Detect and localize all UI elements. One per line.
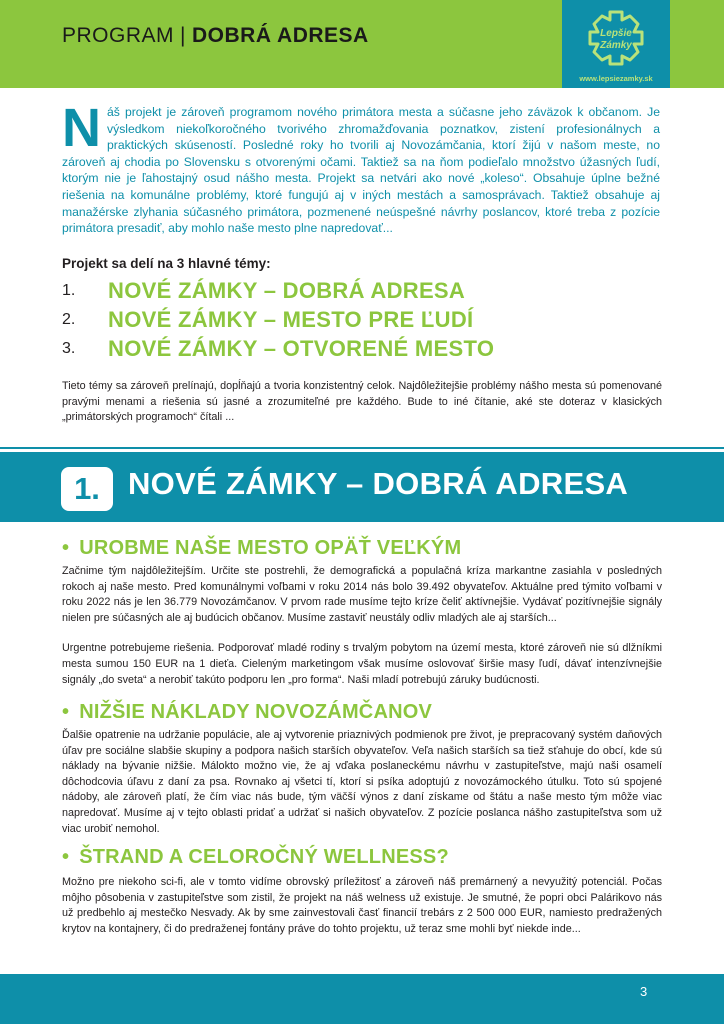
theme-item: [62, 305, 662, 334]
bullet-icon: •: [62, 537, 70, 559]
footer-bar: [0, 974, 724, 1024]
drop-cap: N: [62, 98, 101, 158]
intro-text: áš projekt je zároveň programom nového primátora mesta a súčasne jeho záväzok k občanom. Je výsledkom niekoľkoročného tvorivého zhromažďovania poznatkov, zistení profesionálnych a praktických skúseností. Posledné roky ho tvorili aj Novozámčania, ktorí žijú v našom meste, no zároveň aj chodia po Slovensku s otvorenými očami. Taktiež sa na ňom podieľalo množstvo úžasných ľudí, ktorým nie je ľahostajný osud nášho mesta. Projekt sa netvári ako nové „koleso“. Obsahuje úplne bežné riešenia na komunálne problémy, ktoré fungujú aj v iných mestách a samosprávach. Taktiež obsahuje aj manažérske zlyhania súčasného primátora, pozmenené neúspešné návrhy poslancov, ktoré treba z pozície primátora presadiť, aby mohlo naše mesto plne napredovať...: [62, 105, 660, 236]
section-number-badge: 1.: [61, 467, 113, 511]
theme-title: NOVÉ ZÁMKY – OTVORENÉ MESTO: [108, 335, 495, 361]
paragraph: Možno pre niekoho sci-fi, ale v tomto vidíme obrovský príležitosť a zároveň náš premárnený a nevyužitý potenciál. Počas môjho pôsobenia v zastupiteľstve som zistil, že projekt na náš welness už existuje. Je smutné, že popri obci Palárikovo nás už predbehlo aj mestečko Nesvady. Ak by sme zainvestovali časť financií trebárs z 2 500 000 EUR, namiesto predražených krytov na kontajnery, či do predraženej fontány práve do tohto projektu, už teraz sme mohli byť niekde inde...: [62, 876, 662, 935]
logo-text-line1: Lepšie: [600, 28, 632, 39]
header-separator: |: [180, 24, 186, 47]
logo-text-line2: Zámky: [600, 40, 632, 51]
subsection-heading: [62, 537, 461, 560]
theme-item: [62, 334, 662, 363]
subsection-heading-text: ŠTRAND A CELOROČNÝ WELLNESS?: [79, 846, 449, 868]
divider: [0, 447, 724, 449]
intro-paragraph: [62, 98, 660, 237]
subsection-heading: [62, 846, 449, 869]
theme-title: NOVÉ ZÁMKY – MESTO PRE ĽUDÍ: [108, 306, 474, 332]
bullet-icon: •: [62, 701, 70, 723]
subsection-heading: [62, 701, 432, 724]
theme-number: 1.: [62, 281, 76, 299]
header-title: [62, 24, 369, 48]
gear-logo-icon: [586, 8, 646, 68]
paragraph: Začnime tým najdôležitejším. Určite ste postrehli, že demografická a populačná kríza markantne zasiahla v posledných rokoch aj naše mesto. Pred komunálnymi voľbami v roku 2014 nás bolo 39.492 obyvateľov. Aktuálne pred týmito voľbami v roku 2022 nás je len 36.779 Novozámčanov. V prvom rade musíme tejto kríze čeliť aktívnejšie. Vydávať pozitívnejšie signály nielen pre súčasných ale aj budúcich občanov. Musíme zastaviť neustály odliv mladých ale aj starších...: [62, 565, 662, 624]
program-title: DOBRÁ ADRESA: [191, 24, 369, 47]
subsection-body: [62, 875, 662, 937]
themes-intro: Projekt sa delí na 3 hlavné témy:: [62, 256, 271, 271]
logo-url[interactable]: www.lepsiezamky.sk: [579, 74, 653, 83]
section-banner: [0, 452, 724, 522]
page-number: 3: [640, 984, 648, 999]
theme-number: 2.: [62, 310, 76, 328]
logo[interactable]: [562, 0, 670, 88]
program-label: PROGRAM: [62, 24, 175, 47]
subsection-heading-text: NIŽŠIE NÁKLADY NOVOZÁMČANOV: [79, 701, 433, 723]
themes-summary: Tieto témy sa zároveň prelínajú, dopĺňajú a tvoria konzistentný celok. Najdôležitejšie problémy nášho mesta sú pomenované pravými menami a riešenia sú jasné a zrozumiteľné pre každého. Bude to iné čítanie, aké ste doteraz v klasických „primátorských programoch“ čítali ...: [62, 380, 662, 424]
theme-number: 3.: [62, 339, 76, 357]
themes-list: [62, 276, 662, 363]
theme-item: [62, 276, 662, 305]
bullet-icon: •: [62, 846, 70, 868]
paragraph: Ďalšie opatrenie na udržanie populácie, ale aj vytvorenie priaznivých podmienok pre život, je prepracovaný systém daňových úľav pre sociálne slabšie skupiny a podpora našich starších obyvateľov. Veľa našich starších sa tiež sťahuje do obcí, kde sú náklady na bývanie nižšie. Málokto možno vie, že aj vďaka poslaneckému návrhu v zastupiteľstve, majú naši osamelí dôchodcovia úľavu z daní za psa. Rovnako aj všetci tí, ktorí si psíka adoptujú z novozámockého útulku. Toto sú spojené nádoby, ale zároveň platí, že čím viac nás bude, tým väčší výnos z daní získame od štátu a naše mesto tým môže viac napredovať. Musíme aj v tejto oblasti pridať a udržať si našich obyvateľov. Z pozície poslanca nášho zastupiteľstva som už viac urobiť nemohol.: [62, 729, 662, 835]
theme-title: NOVÉ ZÁMKY – DOBRÁ ADRESA: [108, 277, 466, 303]
section-title: NOVÉ ZÁMKY – DOBRÁ ADRESA: [128, 466, 629, 501]
subsection-heading-text: UROBME NAŠE MESTO OPÄŤ VEĽKÝM: [79, 537, 462, 559]
subsection-body: [62, 728, 662, 837]
paragraph: Urgentne potrebujeme riešenia. Podporovať mladé rodiny s trvalým pobytom na území mesta, ktoré zároveň nie sú dlžníkmi mesta sumou 150 EUR na 1 dieťa. Cieleným marketingom však musíme oslovovať širšie masy ľudí, dávať intenzívnejšie signály „do sveta“ a nerobiť takúto podporu len „pro forma“. Naši mladí potrebujú záruky budúcnosti.: [62, 642, 662, 686]
subsection-body: [62, 564, 662, 688]
